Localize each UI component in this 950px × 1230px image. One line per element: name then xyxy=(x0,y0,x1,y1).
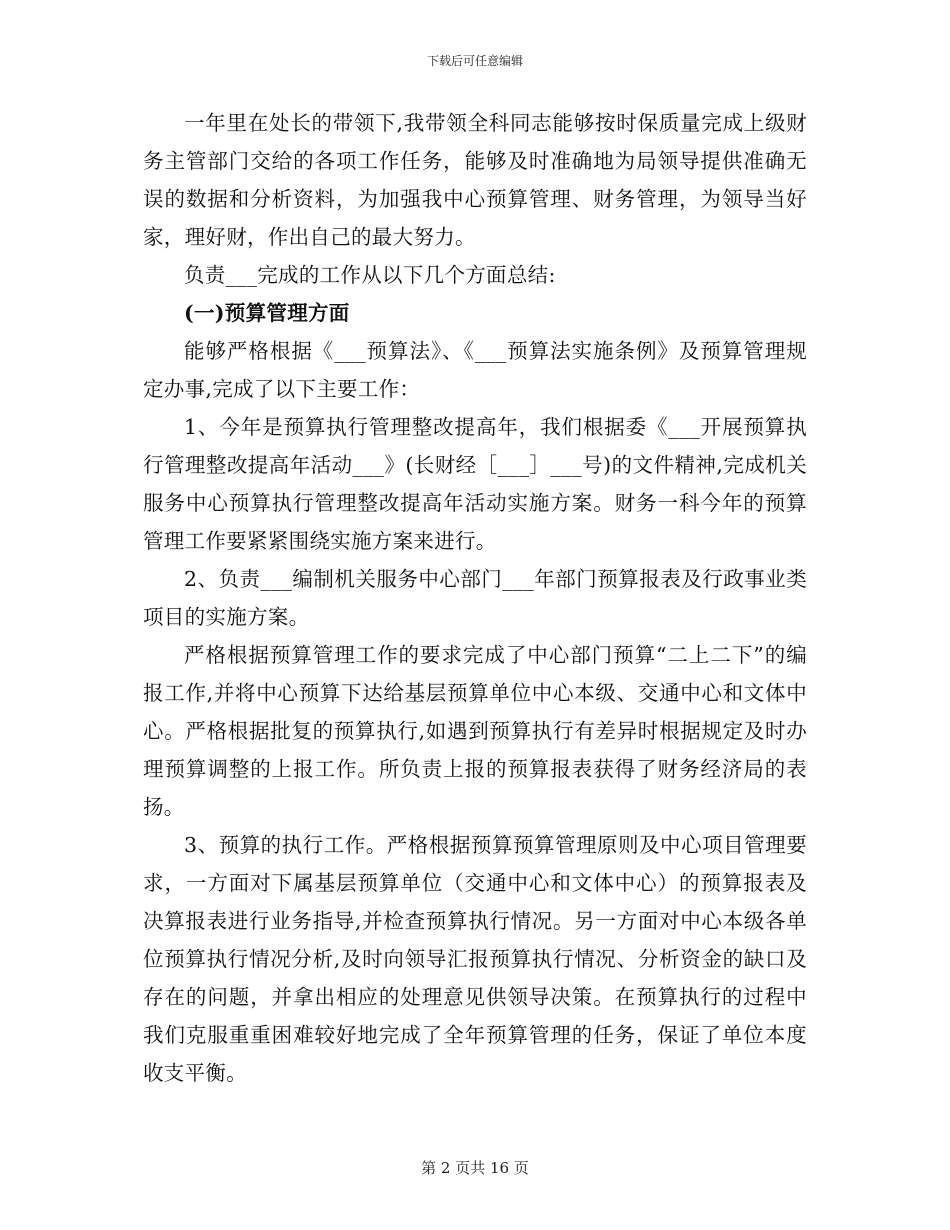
paragraph-item-2: 2、负责___编制机关服务中心部门___年部门预算报表及行政事业类项目的实施方案。 xyxy=(143,567,807,629)
document-body xyxy=(143,104,807,1092)
paragraph-budget-basis: 能够严格根据《___预算法》、《___预算法实施条例》及预算管理规定办事,完成了以下主要工作： xyxy=(143,339,807,401)
paragraph-budget-reporting: 严格根据预算管理工作的要求完成了中心部门预算“二上二下”的编报工作,并将中心预算下达给基层预算单位中心本级、交通中心和文体中心。严格根据批复的预算执行,如遇到预算执行有差异时根据规定及时办理预算调整的上报工作。所负责上报的预算报表获得了财务经济局的表扬。 xyxy=(143,643,807,819)
page-header: 下载后可任意编辑 xyxy=(426,54,523,68)
paragraph-item-1: 1、今年是预算执行管理整改提高年，我们根据委《___开展预算执行管理整改提高年活动___》(长财经［___］___号)的文件精神,完成机关服务中心预算执行管理整改提高年活动实施方案。财务一科今年的预算管理工作要紧紧围绕实施方案来进行。 xyxy=(143,415,807,553)
paragraph-summary-lead: 负责___完成的工作从以下几个方面总结: xyxy=(184,263,556,287)
page-number: 第 2 页共 16 页 xyxy=(421,1159,529,1177)
paragraph-intro: 一年里在处长的带领下,我带领全科同志能够按时保质量完成上级财务主管部门交给的各项工作任务，能够及时准确地为局领导提供准确无误的数据和分析资料，为加强我中心预算管理、财务管理，为领导当好家，理好财，作出自己的最大努力。 xyxy=(143,111,807,249)
paragraph-item-3: 3、预算的执行工作。严格根据预算预算管理原则及中心项目管理要求，一方面对下属基层预算单位（交通中心和文体中心）的预算报表及决算报表进行业务指导,并检查预算执行情况。另一方面对中心本级各单位预算执行情况分析,及时向领导汇报预算执行情况、分析资金的缺口及存在的问题，并拿出相应的处理意见供领导决策。在预算执行的过程中我们克服重重困难较好地完成了全年预算管理的任务，保证了单位本度收支平衡。 xyxy=(143,833,807,1085)
section-heading-budget: (一)预算管理方面 xyxy=(184,301,350,325)
